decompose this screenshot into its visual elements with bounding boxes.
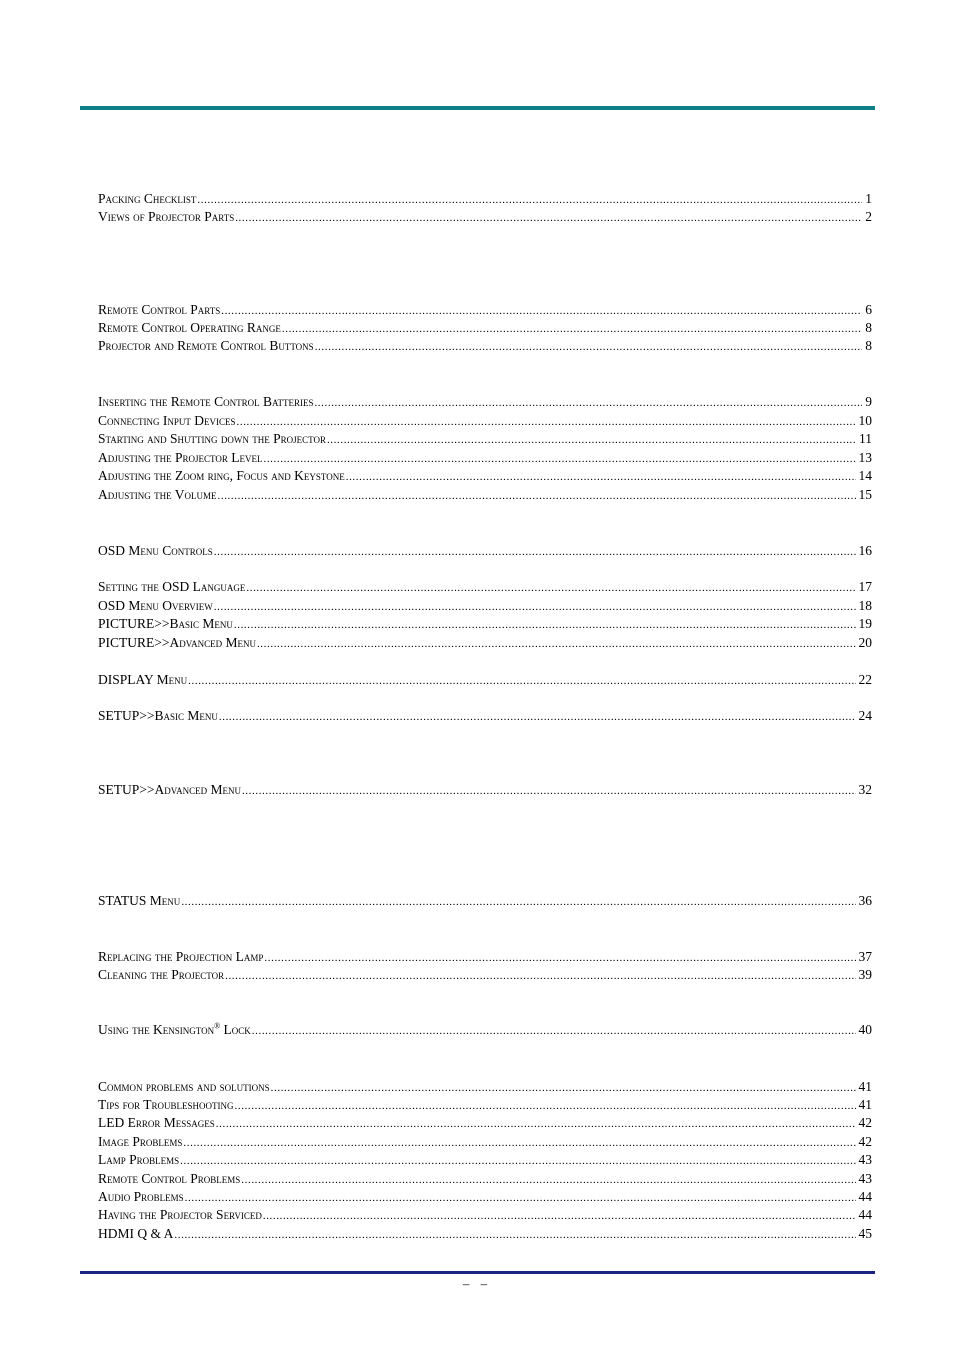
toc-entry-title: LED Error Messages	[98, 1115, 215, 1130]
toc-entry-title: Packing Checklist	[98, 191, 197, 206]
toc-leader	[264, 950, 855, 965]
toc-entry-title: Replacing the Projection Lamp	[98, 949, 264, 964]
toc-page-number: 24	[858, 708, 872, 723]
toc-entry[interactable]	[98, 543, 872, 559]
toc-entry[interactable]	[98, 1022, 872, 1038]
toc-leader	[346, 469, 856, 484]
toc-entry[interactable]	[98, 708, 872, 724]
toc-page-number: 42	[858, 1134, 872, 1149]
toc-leader	[257, 636, 856, 651]
toc-page-number: 1	[865, 191, 872, 206]
toc-entry[interactable]	[98, 302, 872, 318]
toc-entry[interactable]	[98, 635, 872, 651]
toc-entry-title: Remote Control Operating Range	[98, 320, 281, 335]
toc-entry[interactable]	[98, 1189, 872, 1205]
toc-page-number: 44	[858, 1189, 872, 1204]
toc-page-number: 17	[858, 579, 872, 594]
toc-page-number: 16	[858, 543, 872, 558]
toc-entry[interactable]	[98, 209, 872, 225]
toc-entry[interactable]	[98, 1152, 872, 1168]
toc-leader	[225, 968, 855, 983]
toc-leader	[235, 210, 862, 225]
toc-leader	[234, 617, 856, 632]
toc-entry-title: Lamp Problems	[98, 1152, 180, 1167]
toc-entry[interactable]	[98, 1226, 872, 1242]
toc-page-number: 10	[858, 413, 872, 428]
toc-entry-title-main: Using the Kensington	[98, 1022, 215, 1037]
toc-entry-title: Image Problems	[98, 1134, 183, 1149]
toc-entry-title: PICTURE>>Basic Menu	[98, 616, 233, 631]
page-footer: – –	[462, 1276, 492, 1291]
toc-page-number: 15	[858, 487, 872, 502]
toc-leader	[180, 1153, 855, 1168]
toc-entry-title: Adjusting the Projector Level	[98, 450, 263, 465]
toc-page-number: 44	[858, 1207, 872, 1222]
toc-leader	[185, 1190, 856, 1205]
toc-leader	[246, 580, 855, 595]
toc-page-number: 13	[858, 450, 872, 465]
toc-page-number: 6	[865, 302, 872, 317]
toc-entry-title: Inserting the Remote Control Batteries	[98, 394, 314, 409]
toc-entry-title: Adjusting the Volume	[98, 487, 217, 502]
toc-entry[interactable]	[98, 1097, 872, 1113]
toc-entry[interactable]	[98, 468, 872, 484]
toc-leader	[327, 432, 856, 447]
toc-page-number: 14	[858, 468, 872, 483]
toc-entry[interactable]	[98, 1134, 872, 1150]
toc-entry-title: Audio Problems	[98, 1189, 184, 1204]
toc-entry-title: DISPLAY Menu	[98, 672, 188, 687]
toc-entry-title: Common problems and solutions	[98, 1079, 270, 1094]
toc-entry-title: Cleaning the Projector	[98, 967, 225, 982]
toc-entry-title	[98, 1022, 251, 1038]
toc-page-number: 9	[865, 394, 872, 409]
toc-entry-title: PICTURE>>Advanced Menu	[98, 635, 256, 650]
toc-leader	[218, 488, 856, 503]
header-rule	[80, 106, 875, 110]
toc-entry[interactable]	[98, 450, 872, 466]
toc-leader	[221, 303, 862, 318]
toc-entry[interactable]	[98, 413, 872, 429]
toc-entry-title: Remote Control Problems	[98, 1171, 241, 1186]
toc-entry[interactable]	[98, 949, 872, 965]
toc-page-number: 18	[858, 598, 872, 613]
toc-leader	[314, 395, 862, 410]
toc-page-number: 8	[865, 338, 872, 353]
toc-page-number: 11	[859, 431, 872, 446]
toc-entry-title: OSD Menu Overview	[98, 598, 213, 613]
toc-entry[interactable]	[98, 1115, 872, 1131]
toc-entry-title: OSD Menu Controls	[98, 543, 213, 558]
toc-page-number: 32	[858, 782, 872, 797]
toc-leader	[315, 339, 863, 354]
toc-page-number: 36	[858, 893, 872, 908]
toc-page-number: 19	[858, 616, 872, 631]
toc-page-number: 37	[858, 949, 872, 964]
toc-page-number: 8	[865, 320, 872, 335]
toc-entry-title: Projector and Remote Control Buttons	[98, 338, 314, 353]
toc-entry[interactable]	[98, 616, 872, 632]
toc-entry[interactable]	[98, 598, 872, 614]
toc-page-number: 41	[858, 1079, 872, 1094]
registered-mark: ®	[214, 1022, 221, 1031]
toc-entry[interactable]	[98, 191, 872, 207]
toc-entry-title: Remote Control Parts	[98, 302, 221, 317]
toc-entry[interactable]	[98, 1171, 872, 1187]
toc-leader	[271, 1080, 856, 1095]
toc-page-number: 39	[858, 967, 872, 982]
toc-page-number: 43	[858, 1171, 872, 1186]
footer-rule	[80, 1271, 875, 1274]
toc-entry[interactable]	[98, 487, 872, 503]
toc-leader	[263, 451, 855, 466]
toc-leader	[219, 709, 856, 724]
toc-entry[interactable]	[98, 320, 872, 336]
toc-leader	[181, 894, 855, 909]
toc-entry-title-suffix: Lock	[220, 1022, 251, 1037]
toc-entry[interactable]	[98, 1207, 872, 1223]
toc-leader	[188, 673, 855, 688]
toc-entry-title: Setting the OSD Language	[98, 579, 246, 594]
toc-leader	[216, 1116, 856, 1131]
toc-entry[interactable]	[98, 1079, 872, 1095]
toc-entry-title: SETUP>>Advanced Menu	[98, 782, 241, 797]
toc-page-number: 41	[858, 1097, 872, 1112]
toc-page-number: 43	[858, 1152, 872, 1167]
toc-entry-title: Starting and Shutting down the Projector	[98, 431, 326, 446]
toc-page-number: 2	[865, 209, 872, 224]
toc-entry-title: Adjusting the Zoom ring, Focus and Keystone	[98, 468, 345, 483]
toc-page-number: 22	[858, 672, 872, 687]
toc-entry[interactable]	[98, 893, 872, 909]
toc-page-number: 42	[858, 1115, 872, 1130]
toc-entry-title: Having the Projector Serviced	[98, 1207, 262, 1222]
toc-leader	[214, 599, 856, 614]
toc-leader	[235, 1098, 856, 1113]
toc-leader	[263, 1208, 856, 1223]
toc-entry-title: STATUS Menu	[98, 893, 181, 908]
toc-leader	[237, 414, 856, 429]
toc-entry-title: Connecting Input Devices	[98, 413, 236, 428]
toc-leader	[241, 1172, 855, 1187]
toc-entry[interactable]	[98, 338, 872, 354]
toc-leader	[252, 1023, 856, 1038]
toc-entry[interactable]	[98, 394, 872, 410]
toc-entry[interactable]	[98, 431, 872, 447]
toc-entry[interactable]	[98, 672, 872, 688]
toc-leader	[242, 783, 856, 798]
toc-entry[interactable]	[98, 782, 872, 798]
toc-page-number: 40	[858, 1022, 872, 1037]
toc-leader	[183, 1135, 855, 1150]
toc-entry[interactable]	[98, 579, 872, 595]
toc-entry[interactable]	[98, 967, 872, 983]
toc-leader	[197, 192, 862, 207]
toc-entry-title: Views of Projector Parts	[98, 209, 235, 224]
toc-leader	[282, 321, 862, 336]
toc-page-number: 45	[858, 1226, 872, 1241]
toc-leader	[214, 544, 856, 559]
toc-leader	[174, 1227, 855, 1242]
toc-entry-title: SETUP>>Basic Menu	[98, 708, 218, 723]
toc-entry-title: HDMI Q & A	[98, 1226, 174, 1241]
toc-entry-title: Tips for Troubleshooting	[98, 1097, 234, 1112]
toc-page-number: 20	[858, 635, 872, 650]
